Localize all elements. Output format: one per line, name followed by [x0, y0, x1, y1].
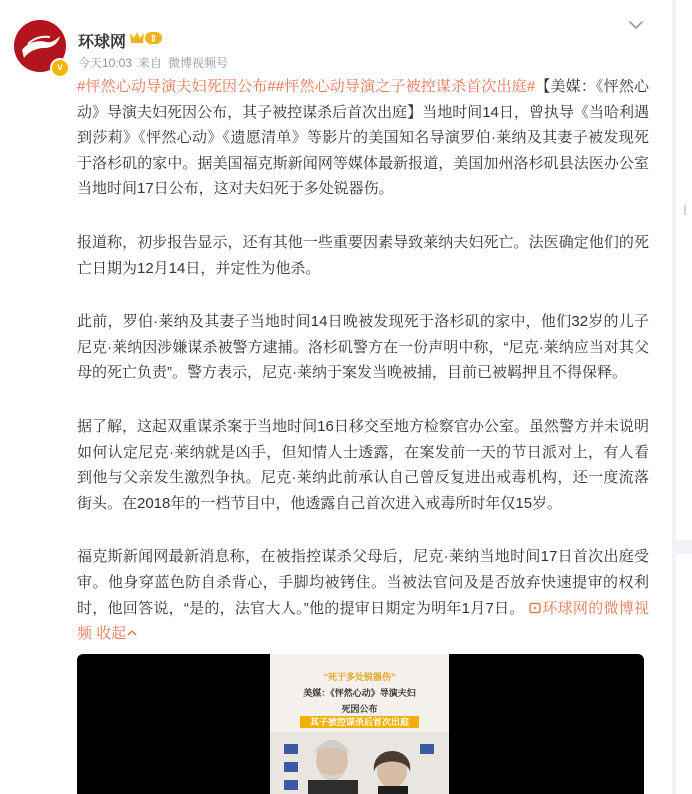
- member-level-icon[interactable]: [128, 29, 164, 47]
- video-player[interactable]: [77, 654, 644, 794]
- chevron-up-icon: [126, 628, 138, 638]
- post-content: [77, 74, 649, 675]
- collapse-label: 收起: [96, 625, 127, 643]
- chevron-down-icon[interactable]: [626, 15, 646, 35]
- paragraph-4: 据了解，这起双重谋杀案于当地时间16日移交至地方检察官办公室。虽然警方并未说明如何认定尼克·莱纳就是凶手，但知情人士透露，在案发前一天的节日派对上，有人看到他与父亲发生激烈争执。尼克·莱纳此前承认自己曾反复进出戒毒机构，还一度流落街头。在2018年的一档节目中，他透露自己首次进入戒毒所时年仅15岁。: [77, 417, 649, 512]
- video-caption-3: 死因公布: [341, 704, 378, 714]
- video-link-icon: [529, 602, 542, 614]
- collapse-button[interactable]: [96, 625, 138, 642]
- video-caption-1: “死于多处锐器伤”: [323, 672, 396, 682]
- username[interactable]: 环球网: [78, 34, 127, 51]
- video-people-image: [270, 732, 449, 794]
- source-prefix: 来自: [138, 56, 163, 70]
- video-caption-2: 美媒：《怦然心动》导演夫妇: [303, 688, 416, 698]
- paragraph-1: [77, 74, 649, 202]
- post-source[interactable]: 微博视频号: [168, 56, 229, 70]
- member-level-text: Ⅱ: [151, 33, 156, 44]
- topic-link-2[interactable]: #怦然心动导演之子被控谋杀首次出庭#: [275, 78, 536, 95]
- paragraph-1-text: 【美媒：《怦然心动》导演夫妇死因公布，其子被控谋杀后首次出庭】当地时间14日，曾执导《当哈利遇到莎莉》《怦然心动》《遗愿清单》等影片的美国知名导演罗伯·莱纳及其妻子被发现死于洛杉矶的家中。据美国福克斯新闻网等媒体最新报道，美国加州洛杉矶县法医办公室当地时间17日公布，这对夫妇死于多处锐器伤。: [77, 78, 649, 198]
- verified-badge: v: [50, 58, 70, 78]
- post-time[interactable]: 今天10:03: [78, 56, 133, 70]
- topic-link-1[interactable]: #怦然心动导演夫妇死因公布#: [77, 78, 276, 95]
- video-frame: [270, 654, 449, 794]
- post-meta: [78, 54, 234, 71]
- paragraph-2: 报道称，初步报告显示，还有其他一些重要因素导致莱纳夫妇死亡。法医确定他们的死亡日期为12月14日，并定性为他杀。: [77, 233, 649, 277]
- sidebar-gap: [676, 540, 692, 554]
- paragraph-5-text: 福克斯新闻网最新消息称，在被指控谋杀父母后，尼克·莱纳当地时间17日首次出庭受审。他身穿蓝色防自杀背心，手脚均被铐住。当被法官问及是否放弃快速提审的权利时，他回答说，“是的，法官大人。”他的提审日期定为明年1月7日。: [77, 548, 649, 617]
- right-sidebar-edge: [676, 0, 692, 794]
- video-caption-4: 其子被控谋杀后首次出庭: [300, 716, 419, 728]
- video-link-label: 环球网的微博视频: [77, 599, 649, 643]
- paragraph-3: 此前，罗伯·莱纳及其妻子当地时间14日晚被发现死于洛杉矶的家中，他们32岁的儿子尼克·莱纳因涉嫌谋杀被警方逮捕。洛杉矶警方在一份声明中称，“尼克·莱纳应当对其父母的死亡负责”。警方表示，尼克·莱纳于案发当晚被捕，目前已被羁押且不得保释。: [77, 313, 649, 382]
- sidebar-divider: [684, 205, 686, 215]
- paragraph-5: [77, 544, 649, 646]
